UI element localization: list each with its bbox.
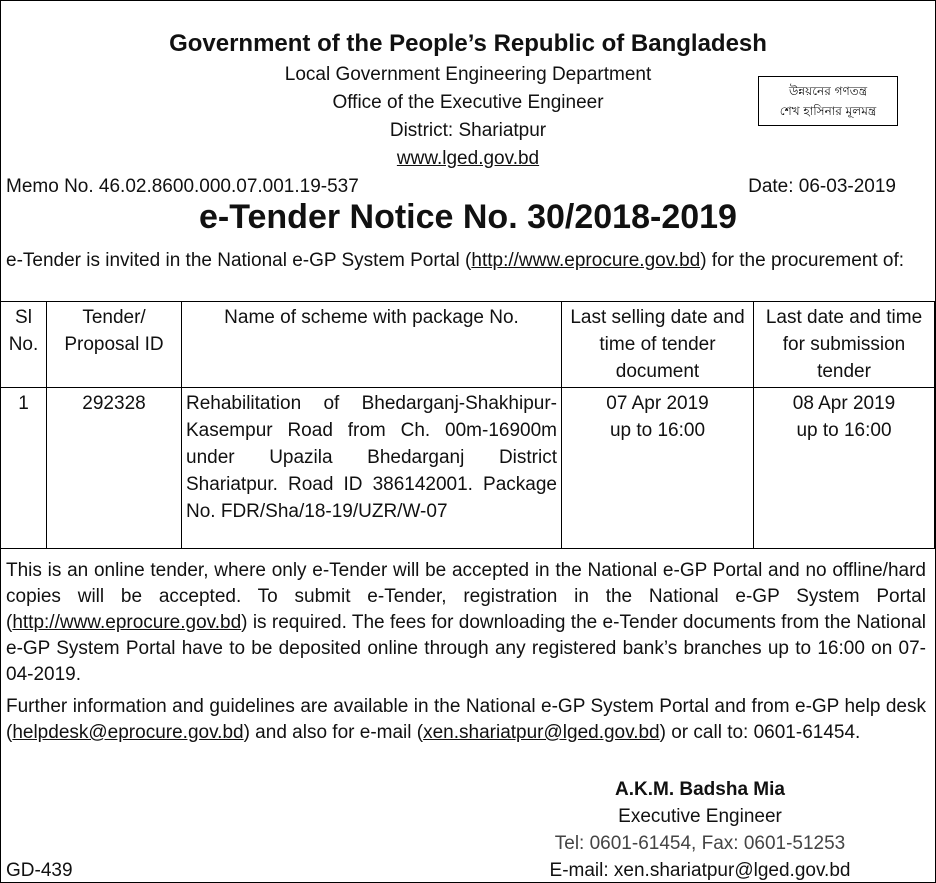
online-tender-paragraph <box>6 558 926 688</box>
district-name: District: Shariatpur <box>389 120 547 141</box>
table-row <box>1 388 935 549</box>
slogan-box <box>758 76 898 126</box>
submission-time: up to 16:00 <box>796 420 892 441</box>
para2-text-b: ) and also for e-mail ( <box>243 722 424 743</box>
notice-title: e-Tender Notice No. 30/2018-2019 <box>199 198 737 236</box>
website-line <box>0 148 936 170</box>
signatory-tel-fax: Tel: 0601-61454, Fax: 0601-51253 <box>554 833 846 854</box>
government-heading: Government of the People’s Republic of Bangladesh <box>169 30 767 57</box>
further-info-paragraph <box>6 694 926 746</box>
header-selling: Last selling date and time of tender document <box>562 302 754 388</box>
para1-text-b: ) is required. The fees for downloading the e-Tender documents from the National e-GP System Portal have to be deposited online through any registered bank’s branches up to 16:00 on 07-04-2019. <box>6 612 926 685</box>
header-scheme: Name of scheme with package No. <box>182 302 562 388</box>
intro-text-b: ) for the procurement of: <box>700 250 905 271</box>
slogan-line-2: শেখ হাসিনার মূলমন্ত্র <box>779 104 877 118</box>
eprocure-link-2[interactable]: http://www.eprocure.gov.bd <box>12 612 242 633</box>
eprocure-link[interactable]: http://www.eprocure.gov.bd <box>471 250 701 271</box>
cell-scheme: Rehabilitation of Bhedarganj-Shakhipur-Kasempur Road from Ch. 00m-16900m under Upazila Bhedarganj District Shariatpur. Road ID 386142001. Package No. FDR/Sha/18-19/UZR/W-07 <box>182 388 562 549</box>
cell-submission <box>754 388 935 549</box>
slogan-line-1: উন্নয়নের গণতন্ত্র <box>788 84 868 98</box>
intro-paragraph <box>6 248 926 274</box>
gd-number: GD-439 <box>6 860 73 881</box>
selling-time: up to 16:00 <box>609 420 706 441</box>
header-tender-id: Tender/ Proposal ID <box>47 302 182 388</box>
office-name: Office of the Executive Engineer <box>332 92 604 113</box>
memo-number: Memo No. 46.02.8600.000.07.001.19-537 <box>6 176 359 197</box>
para1-text-a: This is an online tender, where only e-Tender will be accepted in the National e-GP Portal and no offline/hard copies will be accepted. To submit e-Tender, registration in the National e-GP System Portal ( <box>6 560 926 633</box>
signatory-name: A.K.M. Badsha Mia <box>615 779 785 800</box>
helpdesk-email-link[interactable]: helpdesk@eprocure.gov.bd <box>12 722 244 743</box>
cell-sl: 1 <box>1 388 47 549</box>
xen-email-link[interactable]: xen.shariatpur@lged.gov.bd <box>423 722 660 743</box>
table-header-row <box>1 302 935 388</box>
signatory-designation: Executive Engineer <box>618 806 782 827</box>
signatory-email: E-mail: xen.shariatpur@lged.gov.bd <box>549 860 851 881</box>
cell-selling <box>562 388 754 549</box>
submission-date: 08 Apr 2019 <box>792 393 896 414</box>
cell-tender-id: 292328 <box>47 388 182 549</box>
department-name: Local Government Engineering Department <box>284 64 652 85</box>
para2-text-c: ) or call to: 0601-61454. <box>659 722 861 743</box>
memo-date: Date: 06-03-2019 <box>748 176 896 197</box>
intro-text-a: e-Tender is invited in the National e-GP System Portal ( <box>6 250 472 271</box>
para2-text-a: Further information and guidelines are available in the National e-GP System Portal and from e-GP help desk ( <box>6 696 926 743</box>
tender-table <box>0 301 935 549</box>
header-submission: Last date and time for submission tender <box>754 302 935 388</box>
header-sl: Sl No. <box>1 302 47 388</box>
website-link[interactable]: www.lged.gov.bd <box>396 148 540 169</box>
selling-date: 07 Apr 2019 <box>606 393 709 414</box>
